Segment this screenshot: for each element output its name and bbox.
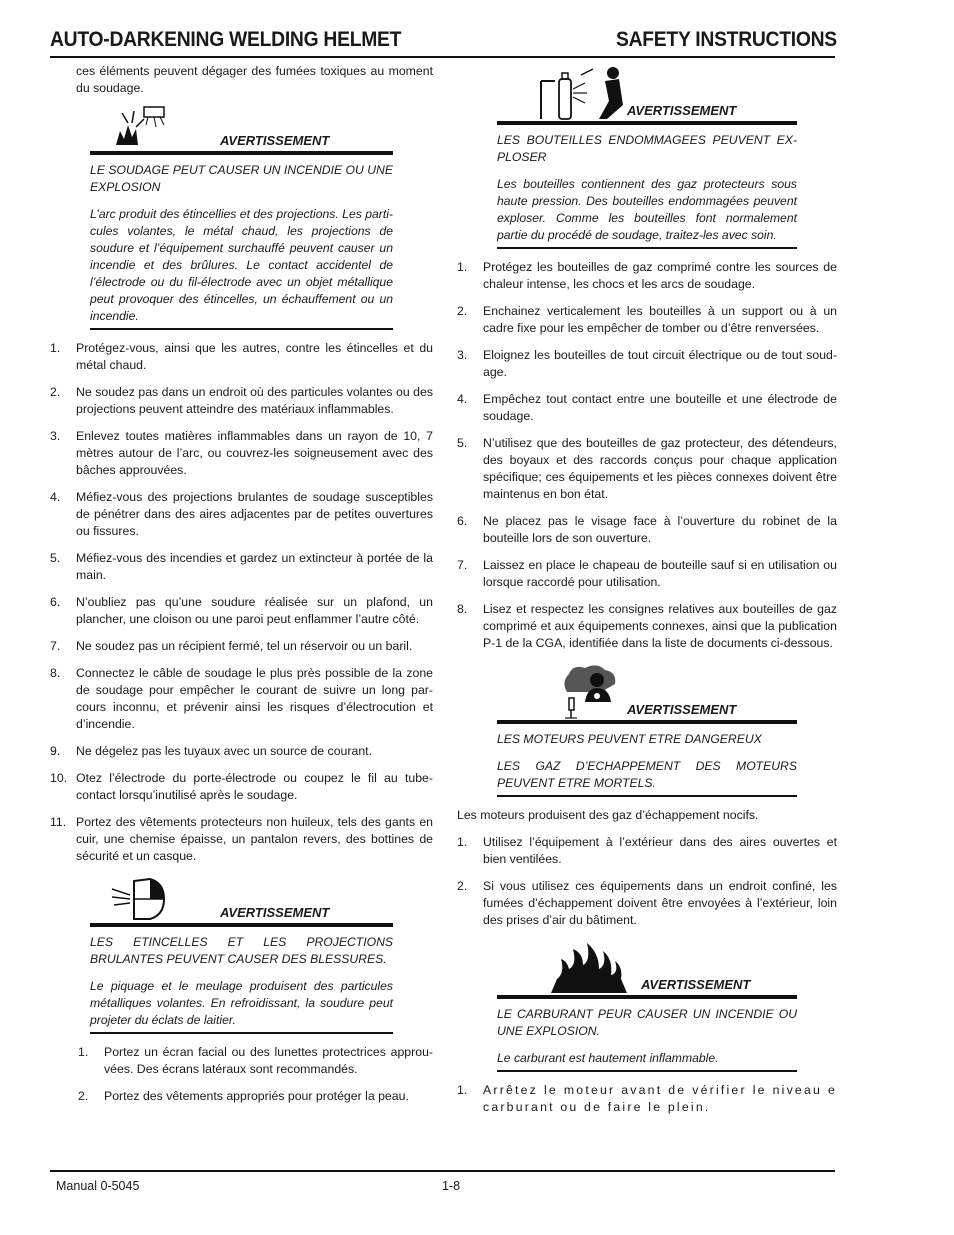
list-item: 1. Protégez-vous, ainsi que les autres, contre les étincelles et du métal chaud. [50, 341, 433, 372]
manual-number: Manual 0-5045 [56, 1179, 140, 1193]
list-item: 9. Ne dégelez pas les tuyaux avec un source de courant. [50, 744, 372, 758]
warning-body: LES GAZ D’ECHAPPEMENT DES MOTEURS PEUVENT ETRE MORTELS. [497, 759, 797, 790]
list-item: 2. Ne soudez pas dans un endroit où des particules volantes ou des projections peuvent atteindre des matériaux inflammables. [50, 385, 433, 416]
warning-body: L’arc produit des étincellies et des projections. Les parti-cules volantes, le métal chaud, les projections de soudure et l’équipement surchauffé peuvent causer un incendie et des brûlures. Le contact accidentel de l’électrode ou du fil-électrode avec un objet métallique peut provoquer des étincelles, un échauffement ou un incendie. [90, 207, 393, 323]
warning-heading: LES ETINCELLES ET LES PROJECTIONS BRULANTES PEUVENT CAUSER DES BLESSURES. [90, 935, 393, 966]
list-item: 6. N’oubliez pas qu’une soudure réalisée sur un plafond, un plancher, une cloison ou une paroi peut enflammer l’autre côté. [50, 595, 433, 626]
warning-body: Le carburant est hautement inflammable. [497, 1051, 719, 1065]
warning-engines [497, 662, 797, 797]
list-item: 8. Lisez et respectez les consignes relatives aux bouteilles de gaz comprimé et aux équipements connexes, ainsi que la publication P-1 de la CGA, identifiée dans la liste de documents ci-dessous. [457, 602, 837, 650]
list-item: 10. Otez l’électrode du porte-électrode ou coupez le fil au tube-contact lorsqu’inutilisé après le soudage. [50, 771, 433, 802]
list-item: 11. Portez des vêtements protecteurs non huileux, tels des gants en cuir, une chemise épaisse, un pantalon revers, des bottines de sécurité et un casque. [50, 815, 433, 863]
header-left-title: AUTO-DARKENING WELDING HELMET [50, 28, 402, 51]
warning-title: AVERTISSEMENT [641, 977, 751, 992]
list-item: 4. Empêchez tout contact entre une bouteille et une électrode de soudage. [457, 392, 837, 423]
face-shield-icon [110, 875, 170, 921]
warning-heading: LE CARBURANT PEUR CAUSER UN INCENDIE OU UNE EXPLOSION. [497, 1007, 797, 1038]
right-column [457, 63, 837, 1126]
intro-text: ces éléments peuvent dégager des fumées toxiques au moment du soudage. [76, 64, 433, 95]
warning-fire [90, 103, 393, 330]
list-item: 3. Enlevez toutes matières inflammables dans un rayon de 10, 7 mètres autour de l’arc, ou couvrez-les soigneusement avec des bâches approuvées. [50, 429, 433, 477]
flame-icon [549, 939, 629, 995]
list-item: 2. Si vous utilisez ces équipements dans un endroit confiné, les fumées d’échappement doivent être envoyées à l’extérieur, loin des prises d’air du bâtiment. [457, 879, 837, 927]
warning-body: Les bouteilles contiennent des gaz protecteurs sous haute pression. Des bouteilles endommagées peuvent exploser. Comme les bouteilles font normalement partie du procédé de soudage, traitez-les avec soin. [497, 177, 797, 242]
list-item: 4. Méfiez-vous des projections brulantes de soudage susceptibles de pénétrer dans des aires adjacentes par de petites ouvertures ou fissures. [50, 490, 433, 538]
warning-heading: LES BOUTEILLES ENDOMMAGEES PEUVENT EX-PLOSER [497, 133, 797, 164]
list-item: 2. Portez des vêtements appropriés pour protéger la peau. [78, 1089, 409, 1103]
list-item: 5. N’utilisez que des bouteilles de gaz protecteur, des détendeurs, des boyaux et des raccords conçus pour chaque application spécifique; ces équipements et les pièces connexes doivent être maintenus en bon état. [457, 436, 837, 501]
warning-body: Le piquage et le meulage produisent des particules métalliques volantes. En refroidissant, la soudure peut projeter du éclats de laitier. [90, 979, 393, 1027]
fire-precautions-list [50, 340, 433, 865]
list-item: 3. Eloignez les bouteilles de tout circuit électrique ou de tout soud-age. [457, 348, 837, 379]
gas-cylinder-explosion-icon [537, 65, 627, 121]
list-item: 5. Méfiez-vous des incendies et gardez un extincteur à portée de la main. [50, 551, 433, 582]
warning-title: AVERTISSEMENT [627, 103, 737, 118]
left-column [50, 63, 433, 1115]
list-item: 1. Utilisez l’équipement à l’extérieur dans des aires ouvertes et bien ventilées. [457, 835, 837, 866]
list-item: 2. Enchainez verticalement les bouteilles à un support ou à un cadre fixe pour les empêcher de tomber ou d’être renversées. [457, 304, 837, 335]
engine-exhaust-icon [561, 662, 621, 720]
warning-cylinders [497, 65, 797, 249]
list-item: 8. Connectez le câble de soudage le plus près possible de la zone de soudage pour empêcher le courant de suivre un long par-cours inconnu, et prévenir ainsi les risques d’électrocution et d’incendie. [50, 666, 433, 731]
warning-title: AVERTISSEMENT [220, 905, 330, 920]
header-right-title: SAFETY INSTRUCTIONS [616, 28, 837, 51]
fuel-precautions-list [457, 1082, 837, 1116]
sparks-precautions-list [50, 1044, 433, 1105]
warning-heading: LE SOUDAGE PEUT CAUSER UN INCENDIE OU UNE EXPLOSION [90, 163, 393, 194]
fire-explosion-icon [108, 103, 168, 149]
list-item: 6. Ne placez pas le visage face à l’ouverture du robinet de la bouteille lors de son ouverture. [457, 514, 837, 545]
warning-heading: LES MOTEURS PEUVENT ETRE DANGEREUX [497, 732, 762, 746]
list-item: 1. Protégez les bouteilles de gaz comprimé contre les sources de chaleur intense, les chocs et les arcs de soudage. [457, 260, 837, 291]
list-item: 7. Ne soudez pas un récipient fermé, tel un réservoir ou un baril. [50, 639, 413, 653]
list-item: 7. Laissez en place le chapeau de bouteille sauf si en utilisation ou lorsque raccordé pour utilisation. [457, 558, 837, 589]
page-number: 1-8 [442, 1179, 461, 1193]
warning-title: AVERTISSEMENT [220, 133, 330, 148]
engines-lead-text: Les moteurs produisent des gaz d’échappement nocifs. [457, 808, 759, 822]
cylinder-precautions-list [457, 259, 837, 652]
list-item: 1. Portez un écran facial ou des lunettes protectrices approu-vées. Des écrans latéraux sont recommandés. [78, 1045, 433, 1076]
header-rule [50, 56, 835, 58]
footer-rule [50, 1170, 835, 1172]
list-item: 1. Arrêtez le moteur avant de vérifier le niveau e carburant ou de faire le plein. [457, 1083, 837, 1114]
warning-title: AVERTISSEMENT [627, 702, 737, 717]
engine-precautions-list [457, 834, 837, 929]
warning-fuel [497, 939, 797, 1072]
warning-sparks [90, 875, 393, 1034]
